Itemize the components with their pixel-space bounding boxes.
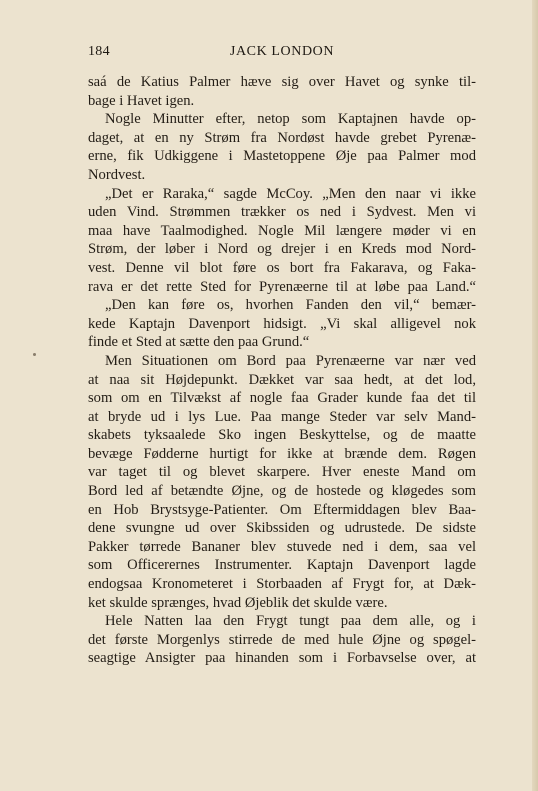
text-line: erne, fik Udkiggene i Mastetoppene Øje paa Palmer mod	[88, 148, 476, 165]
text-line: daget, at en ny Strøm fra Nordøst havde grebet Pyrenæ-	[88, 129, 476, 146]
text-line: „Det er Raraka,“ sagde McCoy. „Men den naar vi ikke	[105, 185, 476, 202]
text-line: dene svungne ud over Skibssiden og udrustede. De sidste	[88, 520, 476, 537]
text-line: som Officerernes Instrumenter. Kaptajn Davenport lagde	[88, 557, 476, 574]
text-line: saá de Katius Palmer hæve sig over Havet og synke til-	[88, 74, 476, 90]
text-line: Nogle Minutter efter, netop som Kaptajnen havde op-	[105, 111, 476, 128]
page-edge	[532, 0, 538, 791]
text-line: finde et Sted at sætte den paa Grund.“	[88, 334, 310, 351]
text-line: som om en Tilvækst af nogle faa Grader kunde faa det til	[88, 390, 476, 407]
text-line: var taget til og blevet skarpere. Hver eneste Mand om	[88, 464, 476, 481]
text-line: at naa sit Højdepunkt. Dækket var saa hedt, at det lod,	[88, 371, 476, 388]
text-line: rava er det rette Sted for Pyrenæerne til at løbe paa Land.“	[88, 278, 476, 295]
text-line: Pakker tørrede Bananer blev stuvede ned i dem, saa vel	[88, 538, 476, 555]
text-line: Hele Natten laa den Frygt tungt paa dem alle, og i	[105, 613, 476, 630]
paper-speck	[33, 353, 36, 356]
text-line: det første Morgenlys stirrede de med hule Øjne og spøgel-	[88, 631, 476, 648]
running-head: JACK LONDON	[229, 44, 335, 59]
text-line: endogsaa Kronometeret i Storbaaden af Frygt for, at Dæk-	[88, 576, 476, 593]
text-line: at bryde ud i lys Lue. Paa mange Steder var selv Mand-	[88, 408, 476, 425]
body-text	[88, 73, 476, 668]
text-line: skabets tyksaalede Sko ingen Beskyttelse, og de maatte	[88, 427, 476, 444]
text-line: Strøm, der løber i Nord og drejer i en Kreds mod Nord-	[88, 241, 476, 258]
text-line: uden Vind. Strømmen trækker os ned i Sydvest. Men vi	[88, 204, 476, 221]
text-line: en Hob Brystsyge-Patienter. Om Eftermiddagen blev Baa-	[88, 501, 476, 518]
text-line: ket skulde sprænges, hvad Øjeblik det skulde være.	[88, 594, 388, 611]
page-header	[88, 44, 476, 64]
text-line: kede Kaptajn Davenport hidsigt. „Vi skal alligevel nok	[88, 315, 476, 332]
text-line: maa have Taalmodighed. Nogle Mil længere møder vi en	[88, 222, 476, 239]
text-line: bevæge Fødderne hurtigt for ikke at brænde dem. Røgen	[88, 445, 476, 462]
text-line: seagtige Ansigter paa hinanden som i Forbavselse over, at	[88, 650, 476, 667]
text-line: Men Situationen om Bord paa Pyrenæerne var nær ved	[105, 352, 476, 369]
text-line: „Den kan føre os, hvorhen Fanden den vil,“ bemær-	[105, 297, 476, 314]
text-line: vest. Denne vil blot føre os bort fra Fakarava, og Faka-	[88, 259, 476, 276]
text-line: Bord led af betændte Øjne, og de hostede og kløgedes som	[88, 483, 476, 500]
page-number: 184	[88, 44, 110, 59]
text-line: bage i Havet igen.	[88, 92, 195, 109]
text-line: Nordvest.	[88, 166, 146, 183]
